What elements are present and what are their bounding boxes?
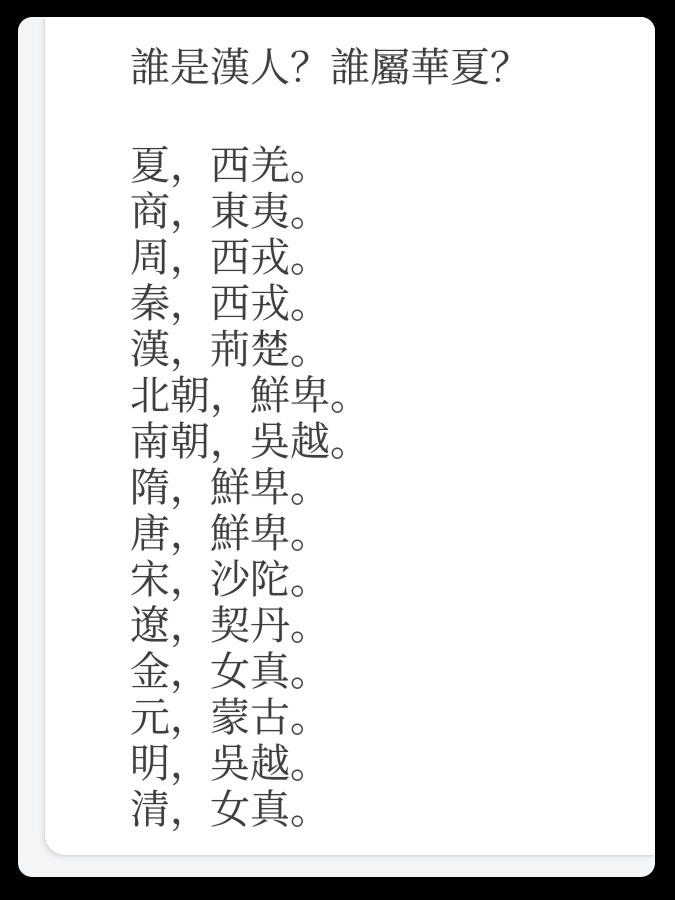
dynasty-line: 隋，鮮卑。 xyxy=(130,466,330,510)
dynasty-line: 元，蒙古。 xyxy=(130,696,330,740)
dynasty-line: 清，女真。 xyxy=(130,788,330,832)
text-block xyxy=(45,17,655,833)
dynasty-line: 秦，西戎。 xyxy=(130,282,330,326)
dynasty-line: 周，西戎。 xyxy=(130,236,330,280)
dynasty-line: 遼，契丹。 xyxy=(130,604,330,648)
page-title: 誰是漢人？誰屬華夏？ xyxy=(130,46,530,90)
dynasty-line: 明，吳越。 xyxy=(130,742,330,786)
dynasty-line: 漢，荊楚。 xyxy=(130,328,330,372)
dynasty-line: 夏，西羌。 xyxy=(130,144,330,188)
dynasty-line: 南朝，吳越。 xyxy=(130,420,370,464)
dynasty-line: 宋，沙陀。 xyxy=(130,558,330,602)
dynasty-list xyxy=(130,143,639,833)
dynasty-line: 北朝，鮮卑。 xyxy=(130,374,370,418)
page-card xyxy=(18,17,655,877)
content-area xyxy=(45,17,655,855)
dynasty-line: 金，女真。 xyxy=(130,650,330,694)
dynasty-line: 唐，鮮卑。 xyxy=(130,512,330,556)
dynasty-line: 商，東夷。 xyxy=(130,190,330,234)
